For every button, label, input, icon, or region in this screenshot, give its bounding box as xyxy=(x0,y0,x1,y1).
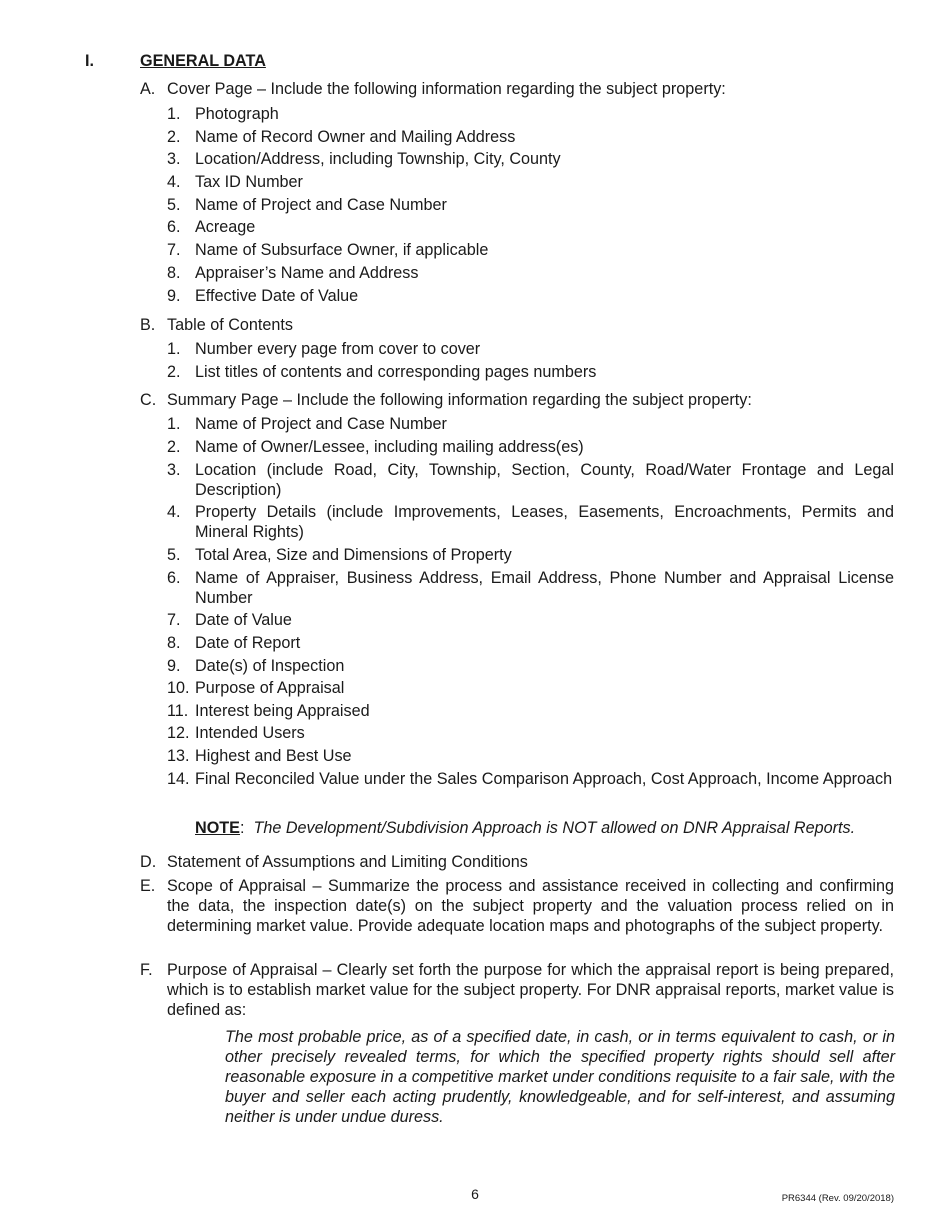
list-item: Location/Address, including Township, City, County xyxy=(195,150,561,168)
note-text: The Development/Subdivision Approach is NOT allowed on DNR Appraisal Reports. xyxy=(253,819,856,837)
note xyxy=(195,818,895,838)
item-text-c: Summary Page – Include the following information regarding the subject property: xyxy=(167,391,752,409)
list-number: 13. xyxy=(167,747,190,765)
list-number: 5. xyxy=(167,196,181,214)
page-number: 6 xyxy=(471,1186,479,1202)
list-item: Intended Users xyxy=(195,724,305,742)
list-number: 7. xyxy=(167,241,181,259)
list-item: List titles of contents and corresponding pages numbers xyxy=(195,363,597,381)
list-number: 9. xyxy=(167,657,181,675)
list-number: 2. xyxy=(167,128,181,146)
list-item: Date of Report xyxy=(195,634,301,652)
list-item: Photograph xyxy=(195,105,279,123)
list-number: 8. xyxy=(167,264,181,282)
list-item: Name of Project and Case Number xyxy=(195,415,447,433)
list-number: 3. xyxy=(167,461,181,479)
list-number: 4. xyxy=(167,173,181,191)
list-item: Interest being Appraised xyxy=(195,702,370,720)
note-colon: : xyxy=(239,819,245,837)
list-number: 6. xyxy=(167,569,181,587)
item-letter-e: E. xyxy=(140,877,156,895)
item-letter-c: C. xyxy=(140,391,157,409)
list-item: Name of Owner/Lessee, including mailing address(es) xyxy=(195,438,584,456)
list-item: Total Area, Size and Dimensions of Property xyxy=(195,546,512,564)
item-letter-f: F. xyxy=(140,961,153,979)
list-number: 7. xyxy=(167,611,181,629)
section-title: GENERAL DATA xyxy=(140,52,266,70)
list-item: Number every page from cover to cover xyxy=(195,340,481,358)
list-item: Highest and Best Use xyxy=(195,747,352,765)
item-text-b: Table of Contents xyxy=(167,316,293,334)
list-item: Appraiser’s Name and Address xyxy=(195,264,419,282)
list-number: 1. xyxy=(167,415,181,433)
list-item: Location (include Road, City, Township, Section, County, Road/Water Frontage and Legal Description) xyxy=(195,461,894,499)
item-text-e: Scope of Appraisal – Summarize the process and assistance received in collecting and confirming the data, the inspection date(s) on the subject property and the valuation process relied on in determining market value. Provide adequate location maps and photographs of the subject property. xyxy=(167,877,894,935)
list-item: Name of Subsurface Owner, if applicable xyxy=(195,241,489,259)
list-number: 5. xyxy=(167,546,181,564)
list-number: 1. xyxy=(167,105,181,123)
list-number: 3. xyxy=(167,150,181,168)
list-number: 9. xyxy=(167,287,181,305)
list-item: Date of Value xyxy=(195,611,292,629)
list-item: Name of Appraiser, Business Address, Email Address, Phone Number and Appraisal License Number xyxy=(195,569,894,607)
list-item: Effective Date of Value xyxy=(195,287,359,305)
item-text-d: Statement of Assumptions and Limiting Conditions xyxy=(167,853,528,871)
item-letter-a: A. xyxy=(140,80,156,98)
section-number: I. xyxy=(85,52,94,70)
list-number: 10. xyxy=(167,679,190,697)
list-number: 11. xyxy=(167,702,189,720)
item-text-f: Purpose of Appraisal – Clearly set forth the purpose for which the appraisal report is being prepared, which is to establish market value for the subject property. For DNR appraisal reports, market value is defined as: xyxy=(167,961,894,1019)
list-item: Acreage xyxy=(195,218,256,236)
list-number: 2. xyxy=(167,363,181,381)
item-letter-d: D. xyxy=(140,853,157,871)
form-id: PR6344 (Rev. 09/20/2018) xyxy=(781,1193,894,1204)
list-number: 4. xyxy=(167,503,181,521)
list-item: Tax ID Number xyxy=(195,173,303,191)
list-number: 12. xyxy=(167,724,190,742)
list-number: 14. xyxy=(167,770,190,788)
list-number: 6. xyxy=(167,218,181,236)
item-letter-b: B. xyxy=(140,316,156,334)
list-item: Property Details (include Improvements, Leases, Easements, Encroachments, Permits and Mineral Rights) xyxy=(195,503,894,541)
list-number: 8. xyxy=(167,634,181,652)
item-text-a: Cover Page – Include the following information regarding the subject property: xyxy=(167,80,726,98)
list-item: Purpose of Appraisal xyxy=(195,679,345,697)
list-number: 2. xyxy=(167,438,181,456)
list-item: Name of Project and Case Number xyxy=(195,196,447,214)
list-number: 1. xyxy=(167,340,181,358)
list-item: Name of Record Owner and Mailing Address xyxy=(195,128,516,146)
list-item: Date(s) of Inspection xyxy=(195,657,345,675)
list-item: Final Reconciled Value under the Sales Comparison Approach, Cost Approach, Income Approach xyxy=(195,770,893,788)
note-label: NOTE xyxy=(195,819,240,837)
market-value-definition: The most probable price, as of a specified date, in cash, or in terms equivalent to cash, or in other precisely revealed terms, for which the specified property rights should sell after reasonable exposure in a competitive market under conditions requisite to a fair sale, with the buyer and seller each acting prudently, knowledgeable, and for self-interest, and assuming neither is under undue duress. xyxy=(225,1028,895,1126)
